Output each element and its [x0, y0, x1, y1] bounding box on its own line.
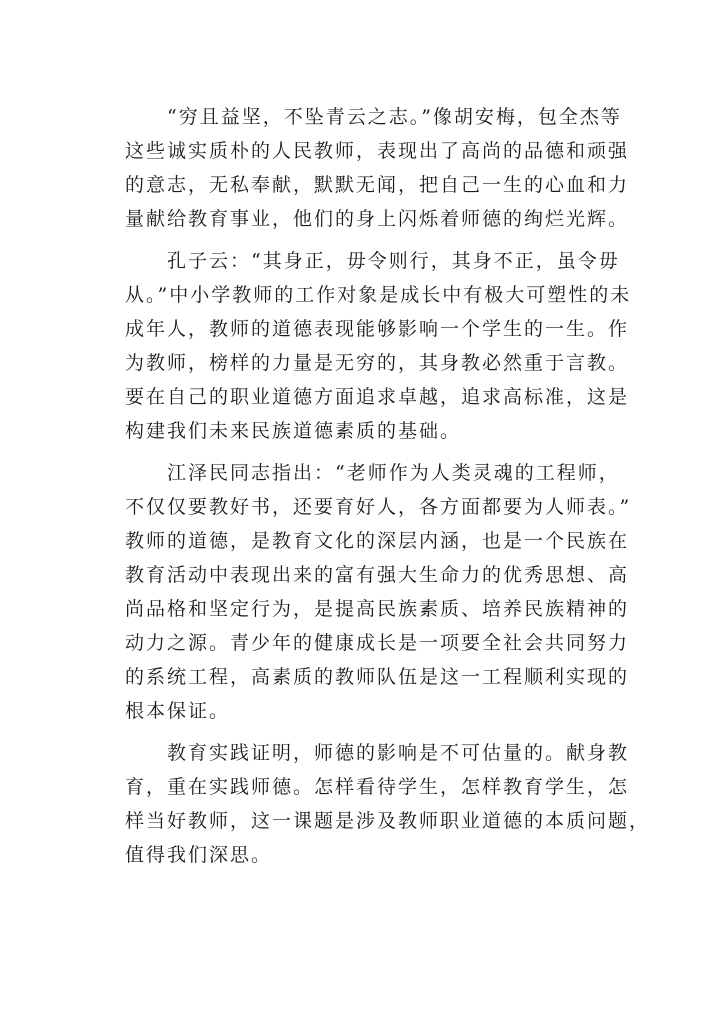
paragraph-gap	[125, 448, 595, 456]
text-line: 育，重在实践师德。怎样看待学生，怎样教育学生，怎	[125, 776, 630, 798]
text-line: 根本保证。	[125, 700, 231, 722]
text-line: 要在自己的职业道德方面追求卓越，追求高标准，这是	[125, 386, 630, 408]
text-line: 构建我们未来民族道德素质的基础。	[125, 420, 462, 442]
paragraph-gap	[125, 236, 595, 244]
text-line: 不仅仅要教好书，还要育好人，各方面都要为人师表。”	[125, 496, 632, 518]
text-line: 样当好教师，这一课题是涉及教师职业道德的本质问题，	[125, 810, 651, 832]
text-line: 的系统工程，高素质的教师队伍是这一工程顺利实现的	[125, 666, 630, 688]
text-line: 教育活动中表现出来的富有强大生命力的优秀思想、高	[125, 564, 630, 586]
text-line: 动力之源。青少年的健康成长是一项要全社会共同努力	[125, 632, 630, 654]
paragraph-2	[125, 244, 632, 448]
paragraph-1	[125, 100, 630, 236]
text-line: 值得我们深思。	[125, 844, 273, 866]
text-line: 教师的道德，是教育文化的深层内涵，也是一个民族在	[125, 530, 630, 552]
text-line: 为教师，榜样的力量是无穷的，其身教必然重于言教。	[125, 352, 630, 374]
document-page	[125, 100, 651, 872]
text-line: 从。”中小学教师的工作对象是成长中有极大可塑性的未	[125, 284, 632, 306]
text-line: 江泽民同志指出：“老师作为人类灵魂的工程师，	[125, 462, 620, 484]
text-line: 的意志，无私奉献，默默无闻，把自己一生的心血和力	[125, 174, 630, 196]
text-line: 这些诚实质朴的人民教师，表现出了高尚的品德和顽强	[125, 140, 630, 162]
text-line: 教育实践证明，师德的影响是不可估量的。献身教	[125, 742, 630, 764]
paragraph-4	[125, 736, 651, 872]
text-line: 成年人，教师的道德表现能够影响一个学生的一生。作	[125, 318, 630, 340]
paragraph-3	[125, 456, 632, 728]
text-line: 孔子云：“其身正，毋令则行，其身不正，虽令毋	[125, 250, 620, 272]
text-line: “穷且益坚，不坠青云之志。”像胡安梅，包全杰等	[125, 106, 622, 128]
text-line: 量献给教育事业，他们的身上闪烁着师德的绚烂光辉。	[125, 208, 630, 230]
paragraph-gap	[125, 728, 595, 736]
text-line: 尚品格和坚定行为，是提高民族素质、培养民族精神的	[125, 598, 630, 620]
